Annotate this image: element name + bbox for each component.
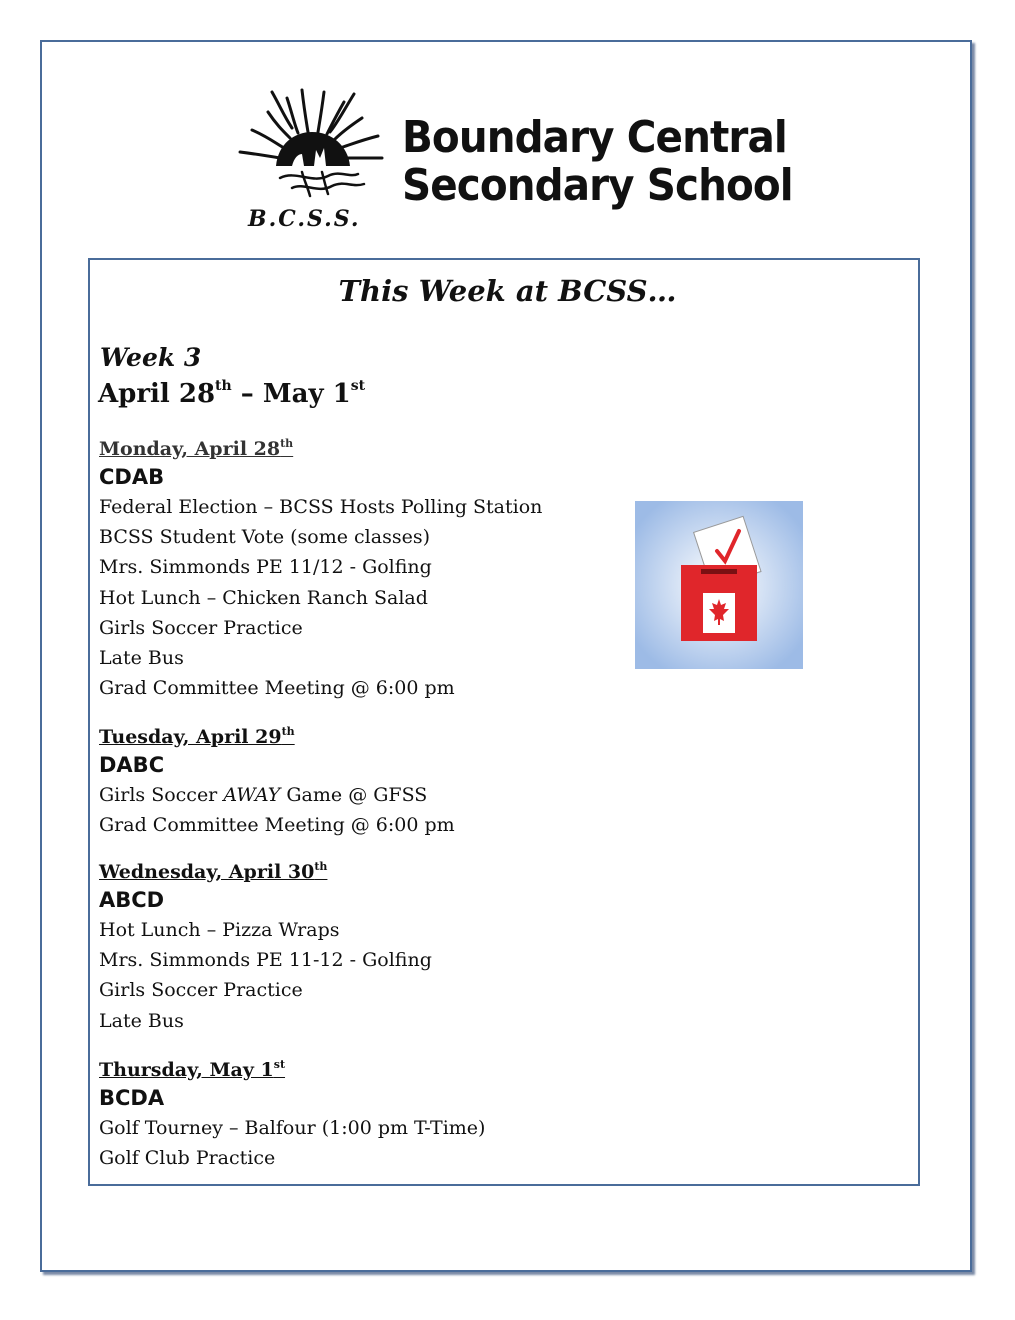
- event-item: Golf Tourney – Balfour (1:00 pm T-Time): [99, 1117, 486, 1139]
- event-text: Game @ GFSS: [280, 784, 428, 806]
- event-item: [99, 780, 455, 810]
- day-heading-monday: [99, 431, 542, 462]
- day-heading-text: Wednesday, April 30: [99, 861, 315, 883]
- event-item: Grad Committee Meeting @ 6:00 pm: [99, 677, 455, 700]
- rotation-wednesday: ABCD: [99, 888, 165, 912]
- event-emphasis: AWAY: [223, 784, 281, 806]
- event-item: Mrs. Simmonds PE 11/12 - Golfing: [99, 556, 432, 579]
- logo-initials: B.C.S.S.: [248, 206, 361, 232]
- day-heading-text: Thursday, May 1: [99, 1059, 274, 1081]
- date-range: [98, 378, 365, 409]
- event-item: Girls Soccer Practice: [99, 979, 303, 1002]
- event-item: BCSS Student Vote (some classes): [99, 526, 430, 549]
- page-title: This Week at BCSS…: [338, 274, 677, 308]
- week-label: Week 3: [100, 343, 202, 372]
- day-heading-wednesday: [99, 854, 432, 885]
- day-heading-suffix: th: [281, 725, 295, 738]
- school-name-line2: Secondary School: [402, 160, 793, 211]
- event-item: Grad Committee Meeting @ 6:00 pm: [99, 814, 455, 837]
- rotation-tuesday: DABC: [99, 753, 165, 777]
- canada-ballot-box-icon: [635, 501, 803, 669]
- rotation-monday: CDAB: [99, 465, 165, 489]
- event-item: Hot Lunch – Pizza Wraps: [99, 919, 340, 941]
- day-block-thursday: [99, 1052, 485, 1173]
- day-heading-text: Tuesday, April 29: [99, 726, 282, 748]
- event-text: Girls Soccer: [99, 784, 224, 806]
- date-range-end: May 1: [262, 379, 351, 409]
- day-block-tuesday: [99, 719, 455, 840]
- school-name-line1: Boundary Central: [402, 112, 787, 163]
- event-item: Late Bus: [99, 647, 184, 670]
- day-heading-suffix: th: [314, 860, 328, 873]
- date-range-start-suffix: th: [215, 378, 232, 394]
- event-item: Mrs. Simmonds PE 11-12 - Golfing: [99, 949, 432, 972]
- event-item: Hot Lunch – Chicken Ranch Salad: [99, 586, 428, 609]
- day-heading-text: Monday, April 28: [99, 438, 281, 460]
- date-range-end-suffix: st: [350, 378, 366, 394]
- rotation-thursday: BCDA: [99, 1086, 165, 1110]
- day-heading-thursday: [99, 1052, 485, 1083]
- event-item: Federal Election – BCSS Hosts Polling Station: [99, 496, 543, 518]
- day-heading-tuesday: [99, 719, 455, 750]
- day-block-monday: [99, 431, 542, 703]
- school-name: [402, 114, 793, 210]
- day-heading-suffix: th: [280, 437, 294, 450]
- school-header: [232, 88, 792, 238]
- date-range-separator: –: [231, 379, 263, 409]
- date-range-start: April 28: [98, 379, 216, 409]
- event-item: Girls Soccer Practice: [99, 616, 303, 639]
- day-heading-suffix: st: [273, 1058, 286, 1071]
- day-block-wednesday: [99, 854, 432, 1036]
- event-item: Golf Club Practice: [99, 1147, 276, 1170]
- event-item: Late Bus: [99, 1009, 184, 1032]
